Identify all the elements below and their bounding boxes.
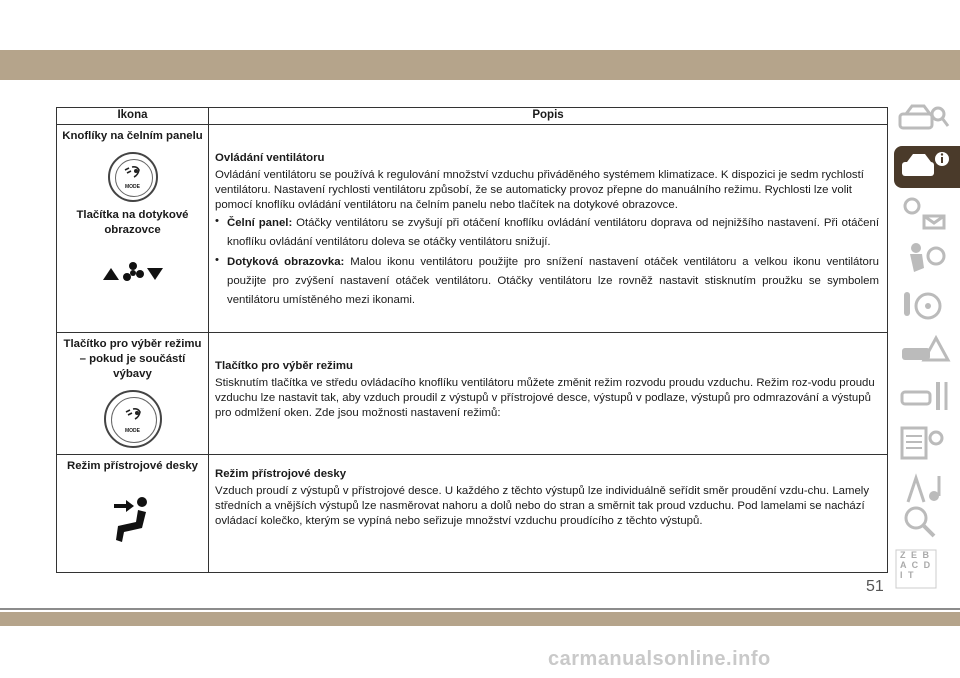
desc-title: Ovládání ventilátoru [215, 152, 325, 164]
car-warning-icon[interactable] [894, 330, 960, 372]
table-header-row [57, 108, 888, 125]
bullet-label: Čelní panel: [227, 217, 293, 229]
desc-cell [209, 125, 888, 333]
page-number: 51 [866, 578, 884, 595]
icon-cell [57, 333, 209, 455]
car-info-icon[interactable] [894, 146, 960, 188]
footer-band [0, 612, 960, 626]
desc-body: Stisknutím tlačítka ve středu ovládacího knoflíku ventilátoru můžete změnit režim rozvodu proudu vzduchu. Režim roz-vodu proudu vzduchu lze nastavit tak, aby vzduch proudil z výstupů v přístrojové desce, výstupů v podlaze, výstupů pro odmrazování a výstupů pro odmlžení oken. Zde jsou možnosti nastavení režimů: [215, 377, 875, 419]
desc-cell [209, 333, 888, 455]
car-tools-icon[interactable] [894, 376, 960, 418]
icon-label: Režim přístrojové desky [66, 460, 199, 472]
icon-label: Tlačítko pro výběr režimu – pokud je součástí výbavy [63, 338, 202, 380]
panel-mode-icon [61, 494, 204, 553]
desc-body: Vzduch proudí z výstupů v přístrojové desce. U každého z těchto výstupů lze individuálně seřídit směr proudění vzdu-chu. Lamely středních a vnějších výstupů lze nasměrovat nahoru a dolů nebo do stran a směrnit tak proud vzduchu. Pod lamelami se nachází ovládací kolečko, kterým se vypíná nebo seřizuje množství vzduchu proudícího z těchto výstupů. [215, 485, 870, 527]
knob-mode-label: MODE [125, 184, 140, 190]
header-desc: Popis [209, 108, 888, 125]
index-letters: Z E B A C D I T [900, 550, 931, 580]
fan-speed-icon [61, 262, 204, 289]
top-margin [0, 0, 960, 50]
index-letters-icon[interactable] [894, 548, 960, 590]
airbag-person-icon[interactable] [894, 238, 960, 280]
icon-label: Tlačítka na dotykové obrazovce [76, 209, 189, 236]
bullet-item: • Dotyková obrazovka: Malou ikonu ventilátoru použijte pro snížení nastavení otáček ventilátoru a velkou ikonu ventilátoru použijte pro zvýšení nastavení otáček ventilátoru. Otáčky ventilátoru lze rovněž nastavit stisknutím proužku se symbolem ventilátoru umístěného mezi ikonami. [215, 254, 879, 306]
bullet-text: Otáčky ventilátoru se zvyšují při otáčení knoflíku ovládání ventilátoru doprava od nejnižšího nastavení. Při otáčení knoflíku ovládání ventilátoru doleva se otáčky ventilátoru snižují. [227, 217, 879, 248]
steering-wheel-icon[interactable] [894, 284, 960, 326]
table-row [57, 333, 888, 455]
bullet-label: Dotyková obrazovka: [227, 256, 345, 268]
icon-cell [57, 125, 209, 333]
mode-button-icon [104, 390, 162, 448]
fan-controls-table [56, 107, 888, 573]
bullet-text: Malou ikonu ventilátoru použijte pro snížení nastavení otáček ventilátoru a velkou ikonu ventilátoru použijte pro zvýšení nastavení otáček ventilátoru. Otáčky ventilátoru lze rovněž nastavit stisknutím proužku se symbolem ventilátoru umístěného mezi ikonami. [227, 256, 879, 306]
icon-label: Knoflíky na čelním panelu [62, 130, 203, 142]
desc-title: Tlačítko pro výběr režimu [215, 360, 353, 372]
car-search-icon[interactable] [894, 100, 960, 142]
table-row [57, 125, 888, 333]
header-band [0, 50, 960, 80]
watermark-text: carmanualsonline.info [548, 648, 771, 670]
header-icon: Ikona [57, 108, 209, 125]
desc-body: Ovládání ventilátoru se používá k regulování množství vzduchu přiváděného systémem klimatizace. K dispozici je sedm rychlostí ventilátoru. Nastavení rychlosti ventilátoru způsobí, že se automaticky provoz přepne do manuálního režimu. Rychlosti lze volit pomocí knoflíku ovládání ventilátoru na čelním panelu nebo tlačítek na dotykové obrazovce. [215, 169, 864, 211]
bullet-item: • Čelní panel: Otáčky ventilátoru se zvyšují při otáčení knoflíku ovládání ventilátoru doprava od nejnižšího nastavení. Při otáčení knoflíku ovládání ventilátoru doleva se otáčky ventilátoru snižují. [215, 215, 879, 248]
fan-knob-icon [108, 152, 158, 202]
table-row [57, 455, 888, 573]
icon-cell [57, 455, 209, 573]
settings-list-icon[interactable] [894, 422, 960, 464]
warning-lights-icon[interactable] [894, 192, 960, 234]
search-icon[interactable] [894, 500, 960, 542]
knob-mode-label: MODE [125, 428, 140, 434]
desc-title: Režim přístrojové desky [215, 468, 347, 480]
desc-cell [209, 455, 888, 573]
footer-line [0, 608, 960, 610]
